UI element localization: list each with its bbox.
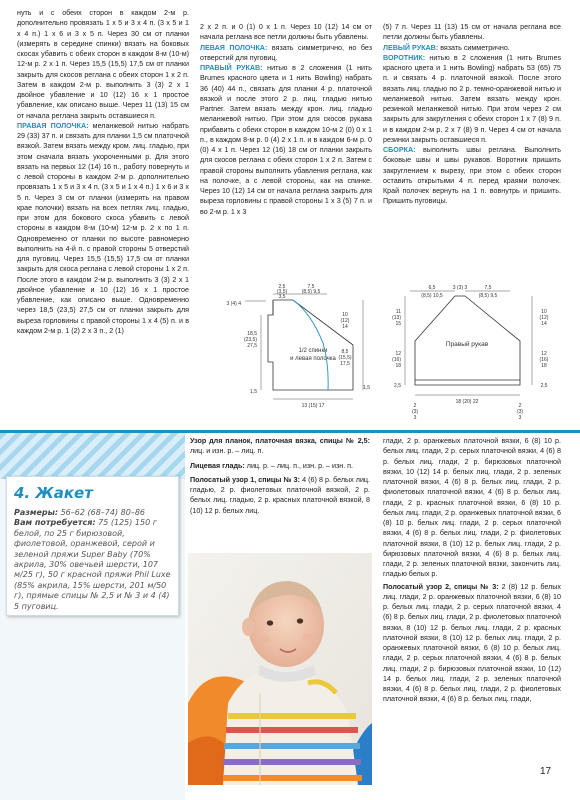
left-front-text: вязать симметрично, но без отверстий для пуговиц.: [200, 43, 372, 62]
dim-right-4: 8,5: [341, 349, 349, 355]
stockinette-pattern: [190, 461, 370, 471]
dim-right-7: 1,5: [363, 385, 370, 391]
paragraph-back-end: нуть и с обеих сторон в каждом 2-м р. дополнительно провязать 1 х 5 и 3 х 4 п. (3 х 5 и 1 х 4 п.) 1 х 6 и 3 х 5 п. Через 30 см от планки (измерять в середине спинки) вязать на боковых скосах убавить с обеих сторон в каждом 8-м (10-м) 12-м р. 2 х 1 п. Через 15,5 (15,5) 17,5 см от планки закрыть для скосов реглана с обеих сторон 1 х 2 п. Затем в каждом 2-м р. выполнить 3 (3) 2 х 1 двойное убавление и 10 (12) 16 х 1 простое убавление, как описано выше. Через 11 (13) 15 см от начала реглана закрыть оставшиеся п.: [17, 9, 189, 120]
sleeve-dim-right-6: 18: [541, 363, 547, 369]
stripe-pattern-1-continuation: глади, 2 р. оранжевых платочной вязки, 6 (8) 10 р. белых лиц. глади, 2 р. серых платочной вязки, 4 (6) 8 р. белых лиц. глади, 2 р. бирюзовых платочной вязки, 10 (12) 14 р. белых лиц. глади, 2 р. зеленых платочной вязки, 4 (6) 8 р. белых лиц. глади, 2 р. фиолетовых платочной вязки, 4 (6) 8 р. белых лиц. глади, 2 р. красных платочной вязки, 6 (8) 10 р. белых лиц. глади, 2 р. оранжевых платочной вязки, 6 (8) 10 р. белых лиц. глади, 2 р. серых платочной вязки, 4 (6) 8 р. белых лиц. глади, 2 р. фиолетовых платочной вязки, 8 (10) 12 р. белых лиц. глади, 2 р. бирюзовых платочной вязки, 4 (6) 8 р. белых лиц. глади, 2 р. зеленых платочной вязки, закончить лиц. гладью белых р.: [383, 437, 561, 579]
right-sleeve-heading: ПРАВЫЙ РУКАВ:: [200, 64, 263, 72]
collar-heading: ВОРОТНИК:: [383, 53, 426, 62]
stockinette-label: Лицевая гладь:: [190, 461, 245, 470]
sleeve-dim-left-4: 12: [395, 351, 401, 357]
dim-left-3: (23,5): [243, 337, 257, 343]
sleeve-dim-bottom-7: 3: [518, 415, 522, 421]
sleeve-dim-right-4: 12: [541, 351, 547, 357]
dim-top-1: 2,5: [278, 284, 286, 290]
materials-block: [14, 508, 172, 612]
text-column-1: [17, 8, 189, 336]
sleeve-dim-right-2: (12): [539, 315, 549, 321]
dim-bottom: 13 (15) 17: [301, 403, 325, 409]
sleeve-dim-left-2: (13): [392, 315, 401, 321]
stripe-pattern-1-label: Полосатый узор 1, спицы № 3:: [190, 475, 300, 484]
dim-left-4: 27,5: [247, 343, 257, 349]
sleeve-dim-left-5: (16): [392, 357, 401, 363]
dim-right-3: 14: [342, 324, 348, 330]
right-front-text: меланжевой нитью набрать 29 (33) 37 п. и связать для планки 1,5 см платочной вязкой. Затем вязать между кром. лиц. гладью, при этом сначала вязать укороченными р. Для этого вязать на первых 12 (14) 16 п., работу повернуть и с левой стороны в каждом 2-м р. дополнительно провязать 1 х 5 и 3 х 4 п. (3 х 5 и 1 х 4 п.) 1 х 6 и 3 х 5 п. Через 3 см от планки (измерять на правом крае полочки) вязать на всех петлях лиц. гладью, при этом для бокового скоса убавить с левой стороны в каждом 8-м (10-м) 12-м р. 2 х по 1 п. Одновременно от планки по высоте равномерно выполнить на 4-й п. с правой стороны 5 отверстий для пуговиц. Через 15,5 (15,5) 17,5 см от планки закрыть для скоса реглана с левой стороны 1 х 2 п. После этого в каждом 2-м р. выполнить 3 (3) 2 х 1 двойное убавление и 10 (12) 16 х 1 простое убавление, как описано выше. Одновременно через 18,5 (23,5) 27,5 см от планки закрыть для выреза горловины с правой стороны 1 х 4 (5) п. и в каждом 2-м р. 1 (2) 2 х 3 п., 2 (1): [17, 121, 190, 335]
sleeve-dim-bottom-6: (3): [516, 409, 524, 415]
right-sleeve-text: нитью в 2 сложения (1 нить Brumes красного цвета и 1 нить Bowling) набрать 36 (40) 44 п., связать для планки 4 р. платочной вязкой и после этого 2 р. лиц. гладью нитью Partner. Затем вязать между крон. лиц. гладью меланжевой нитью. При этом для скосов рукава прибавить с обеих сторон в каждом 10-м 2 (0) 0 х 1 п., в каждом 8-м р. 0 (4) 2 х 1 п. и в каждом 6-м р. 0 (0) 4 х 1 п. Через 12 (16) 18 см от планки закрыть для скосов реглана с обеих сторон 1 х 2 п. Затем с правой стороны выполнить убавления реглана, как на полочке, а с левой стороны, как на спинке. Через 10 (12) 14 см от начала реглана закрыть для выреза горловины с правой стороны 1 х 3 (5) 7 п. и во 2-м р. 1 х 3: [200, 64, 372, 216]
dim-left-5: 1,5: [250, 389, 257, 395]
assembly-text: выполнить швы реглана. Выполнить боковые швы и швы рукавов. Воротник пришить закруглением к вырезу, при этом с обеих сторон оставить открытыми 4 п. перед краями полочек. Край полочек вернуть на 1 п. вовнутрь и пришить. Пришить пуговицы.: [383, 146, 561, 206]
sleeve-dim-left-3: 15: [395, 321, 401, 327]
sleeve-dim-right-5: (16): [539, 357, 549, 363]
dim-right-2: (12): [340, 318, 350, 324]
stockinette-text: лиц. р. – лиц. п., изн. р. – изн. п.: [246, 461, 354, 470]
sleeve-dim-left-6: 18: [395, 363, 401, 369]
left-front-heading: ЛЕВАЯ ПОЛОЧКА:: [200, 43, 268, 52]
stripe-pattern-2: [383, 582, 561, 705]
left-sleeve-heading: ЛЕВЫЙ РУКАВ:: [383, 43, 439, 52]
sleeve-dim-top-5: (8,5) 9,5: [478, 293, 498, 299]
sleeve-dim-bottom-3: 3: [413, 415, 417, 421]
sleeve-dim-left-1: 11: [395, 309, 401, 315]
project-title: 4. Жакет: [14, 484, 93, 502]
edge-pattern-text: лиц. и изн. р. – лиц. п.: [190, 447, 264, 456]
sleeve-dim-right-3: 14: [541, 321, 547, 327]
dim-left-2: 18,5: [247, 331, 257, 337]
decor-stripes: [0, 433, 185, 479]
sleeve-dim-left-7: 2,5: [394, 383, 401, 389]
left-sleeve-section: [383, 43, 561, 53]
schematic-label-line1: 1/2 спинки: [298, 348, 328, 354]
sleeve-dim-right-1: 10: [541, 309, 547, 315]
sizes-value: 56–62 (68–74) 80–86: [60, 508, 145, 517]
materials-label: Вам потребуется:: [14, 518, 96, 528]
left-front-section: [200, 43, 372, 64]
right-sleeve-schematic: [392, 283, 560, 428]
dim-top-4: 7,5: [307, 284, 315, 290]
stripe-pattern-1-text: 4 (6) 8 р. белых лиц. гладью, 2 р. фиолетовых платочной вязкой, 2 р. белых лиц. гладью, 2 р. красных платочной вязкой, 8 (10) 12 р. белых лиц.: [190, 475, 371, 515]
sleeve-label: Правый рукав: [445, 341, 489, 348]
dim-left-1: 3 (4) 4: [226, 301, 241, 307]
sleeve-dim-bottom-5: 2: [518, 403, 522, 409]
right-sleeve-section: [200, 63, 372, 217]
sleeve-dim-top-2: (8,5) 10,5: [421, 293, 443, 299]
materials-value: 75 (125) 150 г белой, по 25 г бирюзовой, фиолетовой, оранжевой, серой и зеленой пряжи Super Baby (70% акрила, 30% овечьей шерсти, 107 м/25 г), 50 г красной пряжи Phil Luxe (85% акрила, 15% шерсти, 201 м/50 г), прямые спицы № 2,5 и № 3 и 4 (4) 5 пуговиц.: [14, 518, 171, 611]
collar-text: нитью в 2 сложения (1 нить Brumes красного цвета и 1 нить Bowling) набрать 53 (65) 75 п. и связать 4 р. платочной вязкой. После этого вязать лиц. гладью по 2 р. темно-оранжевой нитью и меланжевой нитью. Затем вязать между крон. резинкой меланжевой нитью. При этом через 2 см закрыть для закругления с обеих сторон 1 х 7 (8) 9 п. и в каждом 2-м р. 2 х 7 (8) 9 п. Через 4 см от начала резинки закрыть оставшиеся п.: [383, 53, 562, 144]
text-column-3: [383, 22, 561, 207]
dim-right-1: 10: [342, 312, 348, 318]
edge-pattern-label: Узор для планок, платочная вязка, спицы № 2,5:: [190, 437, 370, 445]
sleeve-dim-right-7: 2,5: [540, 383, 548, 389]
stripe-pattern-1: [190, 475, 370, 516]
back-left-front-schematic: [215, 283, 375, 413]
dim-top-5: (8,5) 9,5: [301, 289, 321, 295]
schematic-outline: [268, 300, 353, 390]
sleeve-dim-bottom-2: (3): [411, 409, 419, 415]
stripe-patterns-column: [383, 436, 561, 707]
edge-pattern: [190, 436, 370, 457]
schematic-label-line2: и левая полочка: [290, 356, 336, 362]
right-front-section: [17, 121, 189, 336]
sleeve-dim-top-4: 7,5: [484, 285, 492, 291]
sizes-label: Размеры:: [14, 508, 59, 517]
dim-top-2: (3,5): [276, 289, 288, 295]
collar-section: [383, 53, 561, 145]
page-number: 17: [540, 766, 552, 777]
stripe-pattern-2-label: Полосатый узор 2, спицы № 3:: [383, 582, 499, 591]
sleeve-dim-bottom-4: 18 (20) 22: [455, 399, 479, 405]
baby-photo: [188, 553, 372, 785]
paragraph-front-end: 2 х 2 п. и 0 (1) 0 х 1 п. Через 10 (12) 14 см от начала реглана все петли должны быть убавлены.: [200, 23, 372, 42]
dim-top-3: 3,5: [278, 294, 286, 300]
stitch-patterns-block: [190, 436, 370, 520]
assembly-section: [383, 145, 561, 207]
paragraph-sleeve-end: (5) 7 п. Через 11 (13) 15 см от начала реглана все петли должны быть убавлены.: [383, 23, 561, 42]
left-sleeve-text: вязать симметрично.: [440, 43, 510, 52]
dim-right-6: 17,5: [340, 361, 350, 367]
sleeve-dim-top-3: 3 (3) 3: [452, 285, 468, 291]
dim-right-5: (15,5): [338, 355, 352, 361]
sleeve-dim-top-1: 6,5: [428, 285, 436, 291]
sleeve-dim-bottom-1: 2: [413, 403, 417, 409]
stripe-pattern-2-text: 2 (8) 12 р. белых лиц. глади, 2 р. оранжевых платочной вязки, 6 (8) 10 р. белых лиц. глади, 2 р. серых платочной вязки, 4 (6) 8 р. белых лиц. глади, 2 р. фиолетовых платочной вязки, 8 (10) 12 р. белых лиц. глади, 2 р. красных платочной вязки, 8 (10) 12 р. белых лиц. глади, 2 р. оранжевых платочной вязки, 6 (8) 10 р. белых лиц. глади, 2 р. серых платочной вязки, 4 (6) 8 р. белых лиц. глади, 2 р. бирюзовых платочной вязки, 10 (12) 14 р. белых лиц. глади, 2 р. зеленых платочной вязки, 4 (6) 8 р. белых лиц. глади, 2 р. фиолетовых платочной вязки, 4 (6) 8 р. белых лиц. глади,: [383, 582, 561, 704]
text-column-2: [200, 22, 372, 217]
right-front-heading: ПРАВАЯ ПОЛОЧКА:: [17, 121, 89, 130]
assembly-heading: СБОРКА:: [383, 146, 416, 154]
